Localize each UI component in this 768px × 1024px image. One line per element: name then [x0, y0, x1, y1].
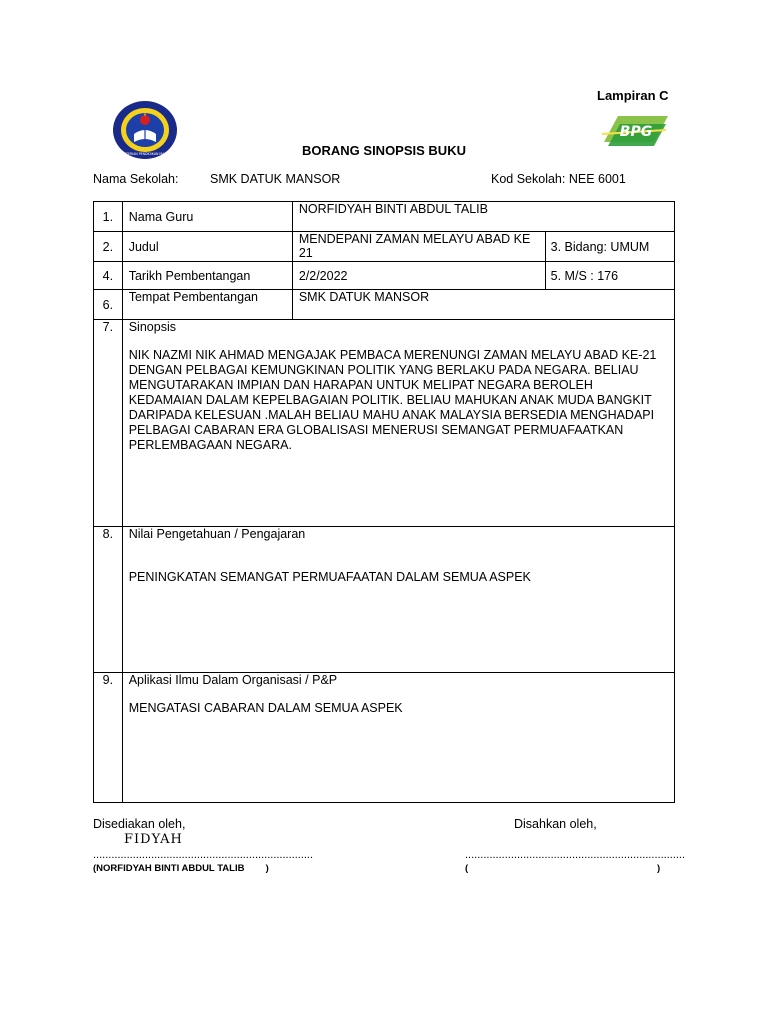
row-label: Nilai Pengetahuan / Pengajaran [128, 527, 306, 541]
teacher-name-field[interactable]: NORFIDYAH BINTI ABDUL TALIB [298, 202, 488, 216]
form-title: BORANG SINOPSIS BUKU [302, 143, 466, 158]
approved-name-close: ) [657, 863, 661, 874]
logo-caption: KEMENTERIAN PENDIDIKAN MALAYSIA [114, 152, 176, 156]
row-number: 1. [102, 209, 114, 224]
row-number: 8. [102, 527, 114, 541]
row-number: 9. [102, 673, 114, 687]
school-name-label: Nama Sekolah: [93, 172, 179, 186]
row-number: 2. [102, 239, 114, 254]
row-number: 6. [102, 297, 114, 312]
synopsis-form-table [93, 201, 675, 803]
row-number: 4. [102, 268, 114, 283]
form-row-application [94, 673, 675, 803]
field-category[interactable]: 3. Bidang: UMUM [550, 239, 650, 254]
row-label: Sinopsis [128, 320, 176, 334]
attachment-label: Lampiran C [597, 88, 669, 103]
synopsis-text[interactable]: NIK NAZMI NIK AHMAD MENGAJAK PEMBACA MERENUNGI ZAMAN MELAYU ABAD KE-21 DENGAN PELBAGAI KEMUNGKINAN POLITIK YANG BERLAKU PADA NEGARA. BELIAU MENGUTARAKAN IMPIAN DAN HARAPAN UNTUK MELIPAT NEGARA BEROLEH KEDAMAIAN DALAM KEPELBAGAIAN POLITIK. BELIAU MAHUKAN ANAK MUDA BANGKIT DARIPADA KELESUAN .MALAH BELIAU MAHU ANAK MALAYSIA BERSEDIA MENGHADAPI PELBAGAI CABARAN ERA GLOBALISASI MENERUSI SEMANGAT PERMUAFAATKAN PERLEMBAGAAN NEGARA. [128, 348, 657, 452]
row-label: Aplikasi Ilmu Dalam Organisasi / P&P [128, 673, 338, 687]
prepared-signature-line: ........................................................................ [93, 849, 314, 861]
bpg-caption: BPG [619, 124, 653, 140]
application-text[interactable]: MENGATASI CABARAN DALAM SEMUA ASPEK [128, 701, 403, 715]
school-code: Kod Sekolah: NEE 6001 [491, 172, 626, 186]
form-row-teacher [94, 202, 675, 232]
school-name-value: SMK DATUK MANSOR [210, 172, 341, 186]
book-title-field[interactable]: MENDEPANI ZAMAN MELAYU ABAD KE 21 [298, 232, 531, 260]
venue-field[interactable]: SMK DATUK MANSOR [298, 290, 430, 304]
presentation-date-field[interactable]: 2/2/2022 [298, 268, 348, 283]
approved-by-label: Disahkan oleh, [514, 817, 597, 831]
form-row-synopsis [94, 320, 675, 527]
form-row-venue [94, 290, 675, 320]
prepared-signature: FIDYAH [124, 832, 183, 847]
prepared-by-label: Disediakan oleh, [93, 817, 186, 831]
row-label: Nama Guru [128, 209, 194, 224]
row-number: 7. [102, 320, 114, 334]
row-label: Judul [128, 239, 159, 254]
row-label: Tempat Pembentangan [128, 290, 258, 304]
approved-signature-line: ........................................................................ [465, 849, 686, 861]
row-label: Tarikh Pembentangan [128, 268, 251, 283]
approved-name-open: ( [465, 863, 469, 874]
page-count-field[interactable]: 5. M/S : 176 [550, 268, 619, 283]
form-row-date [94, 262, 675, 290]
values-text[interactable]: PENINGKATAN SEMANGAT PERMUAFAATAN DALAM SEMUA ASPEK [128, 570, 531, 584]
prepared-name: (NORFIDYAH BINTI ABDUL TALIB ) [93, 863, 269, 874]
form-row-title [94, 232, 675, 262]
form-row-values [94, 527, 675, 673]
